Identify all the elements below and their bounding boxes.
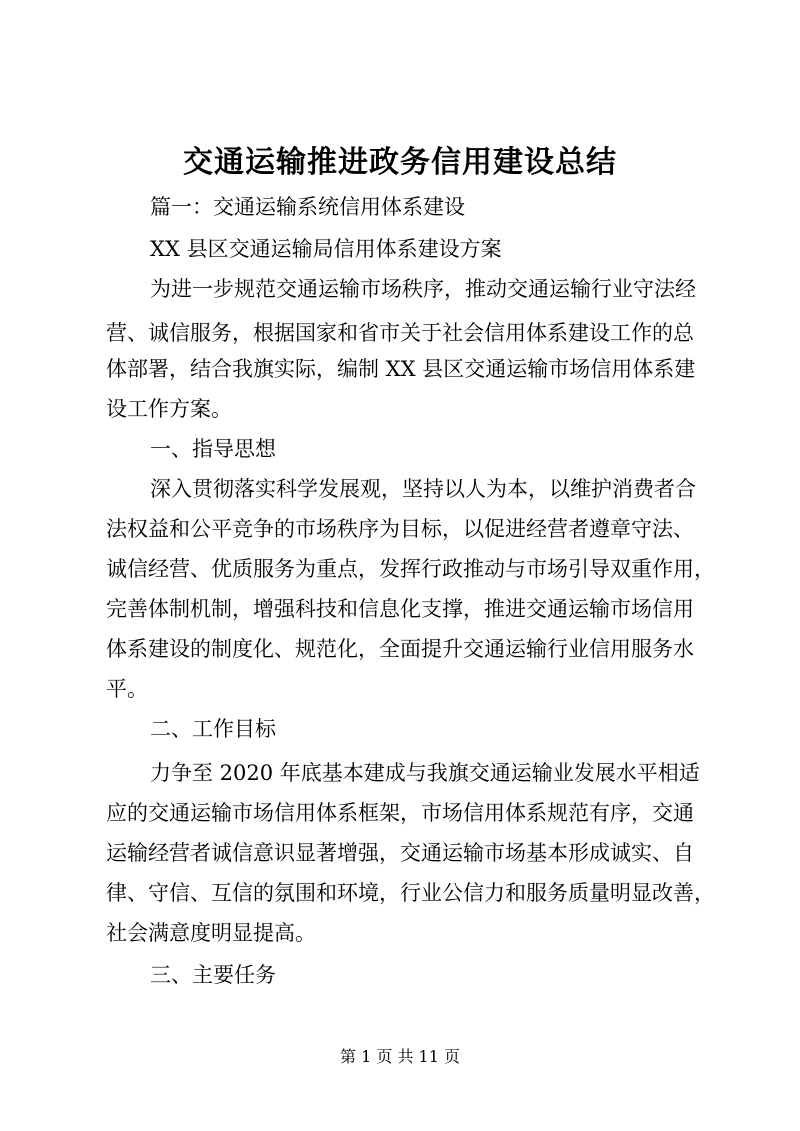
paragraph-line: 完善体制机制，增强科技和信息化支撑，推进交通运输市场信用 — [106, 597, 694, 621]
paragraph-line: 深入贯彻落实科学发展观，坚持以人为本，以维护消费者合 — [150, 477, 696, 501]
section-heading-guiding-thought: 一、指导思想 — [150, 437, 276, 461]
paragraph-line: 营、诚信服务，根据国家和省市关于社会信用体系建设工作的总 — [106, 321, 694, 345]
page-number-footer: 第 1 页 共 11 页 — [340, 1047, 460, 1066]
paragraph-line: 诚信经营、优质服务为重点，发挥行政推动与市场引导双重作用， — [106, 557, 715, 581]
paragraph-line: 平。 — [106, 677, 148, 701]
document-title: 交通运输推进政务信用建设总结 — [183, 145, 617, 180]
paragraph-line: 社会满意度明显提高。 — [106, 921, 316, 945]
paragraph-line: 设工作方案。 — [106, 397, 232, 421]
paragraph-line: 法权益和公平竞争的市场秩序为目标，以促进经营者遵章守法、 — [106, 517, 694, 541]
section-heading-work-goals: 二、工作目标 — [150, 717, 276, 741]
paragraph-line: 运输经营者诚信意识显著增强，交通运输市场基本形成诚实、自 — [106, 841, 694, 865]
section-heading-main-tasks: 三、主要任务 — [150, 963, 276, 987]
paragraph-line: 律、守信、互信的氛围和环境，行业公信力和服务质量明显改善， — [106, 881, 715, 905]
plan-title: XX 县区交通运输局信用体系建设方案 — [150, 237, 502, 261]
paragraph-line: 应的交通运输市场信用体系框架，市场信用体系规范有序，交通 — [106, 801, 694, 825]
paragraph-line: 体部署，结合我旗实际，编制 XX 县区交通运输市场信用体系建 — [106, 357, 696, 381]
paragraph-line: 力争至 2020 年底基本建成与我旗交通运输业发展水平相适 — [150, 761, 700, 785]
paragraph-line: 体系建设的制度化、规范化，全面提升交通运输行业信用服务水 — [106, 637, 694, 661]
paragraph-line: 为进一步规范交通运输市场秩序，推动交通运输行业守法经 — [150, 277, 696, 301]
section-heading-part-one: 篇一：交通运输系统信用体系建设 — [150, 195, 465, 219]
